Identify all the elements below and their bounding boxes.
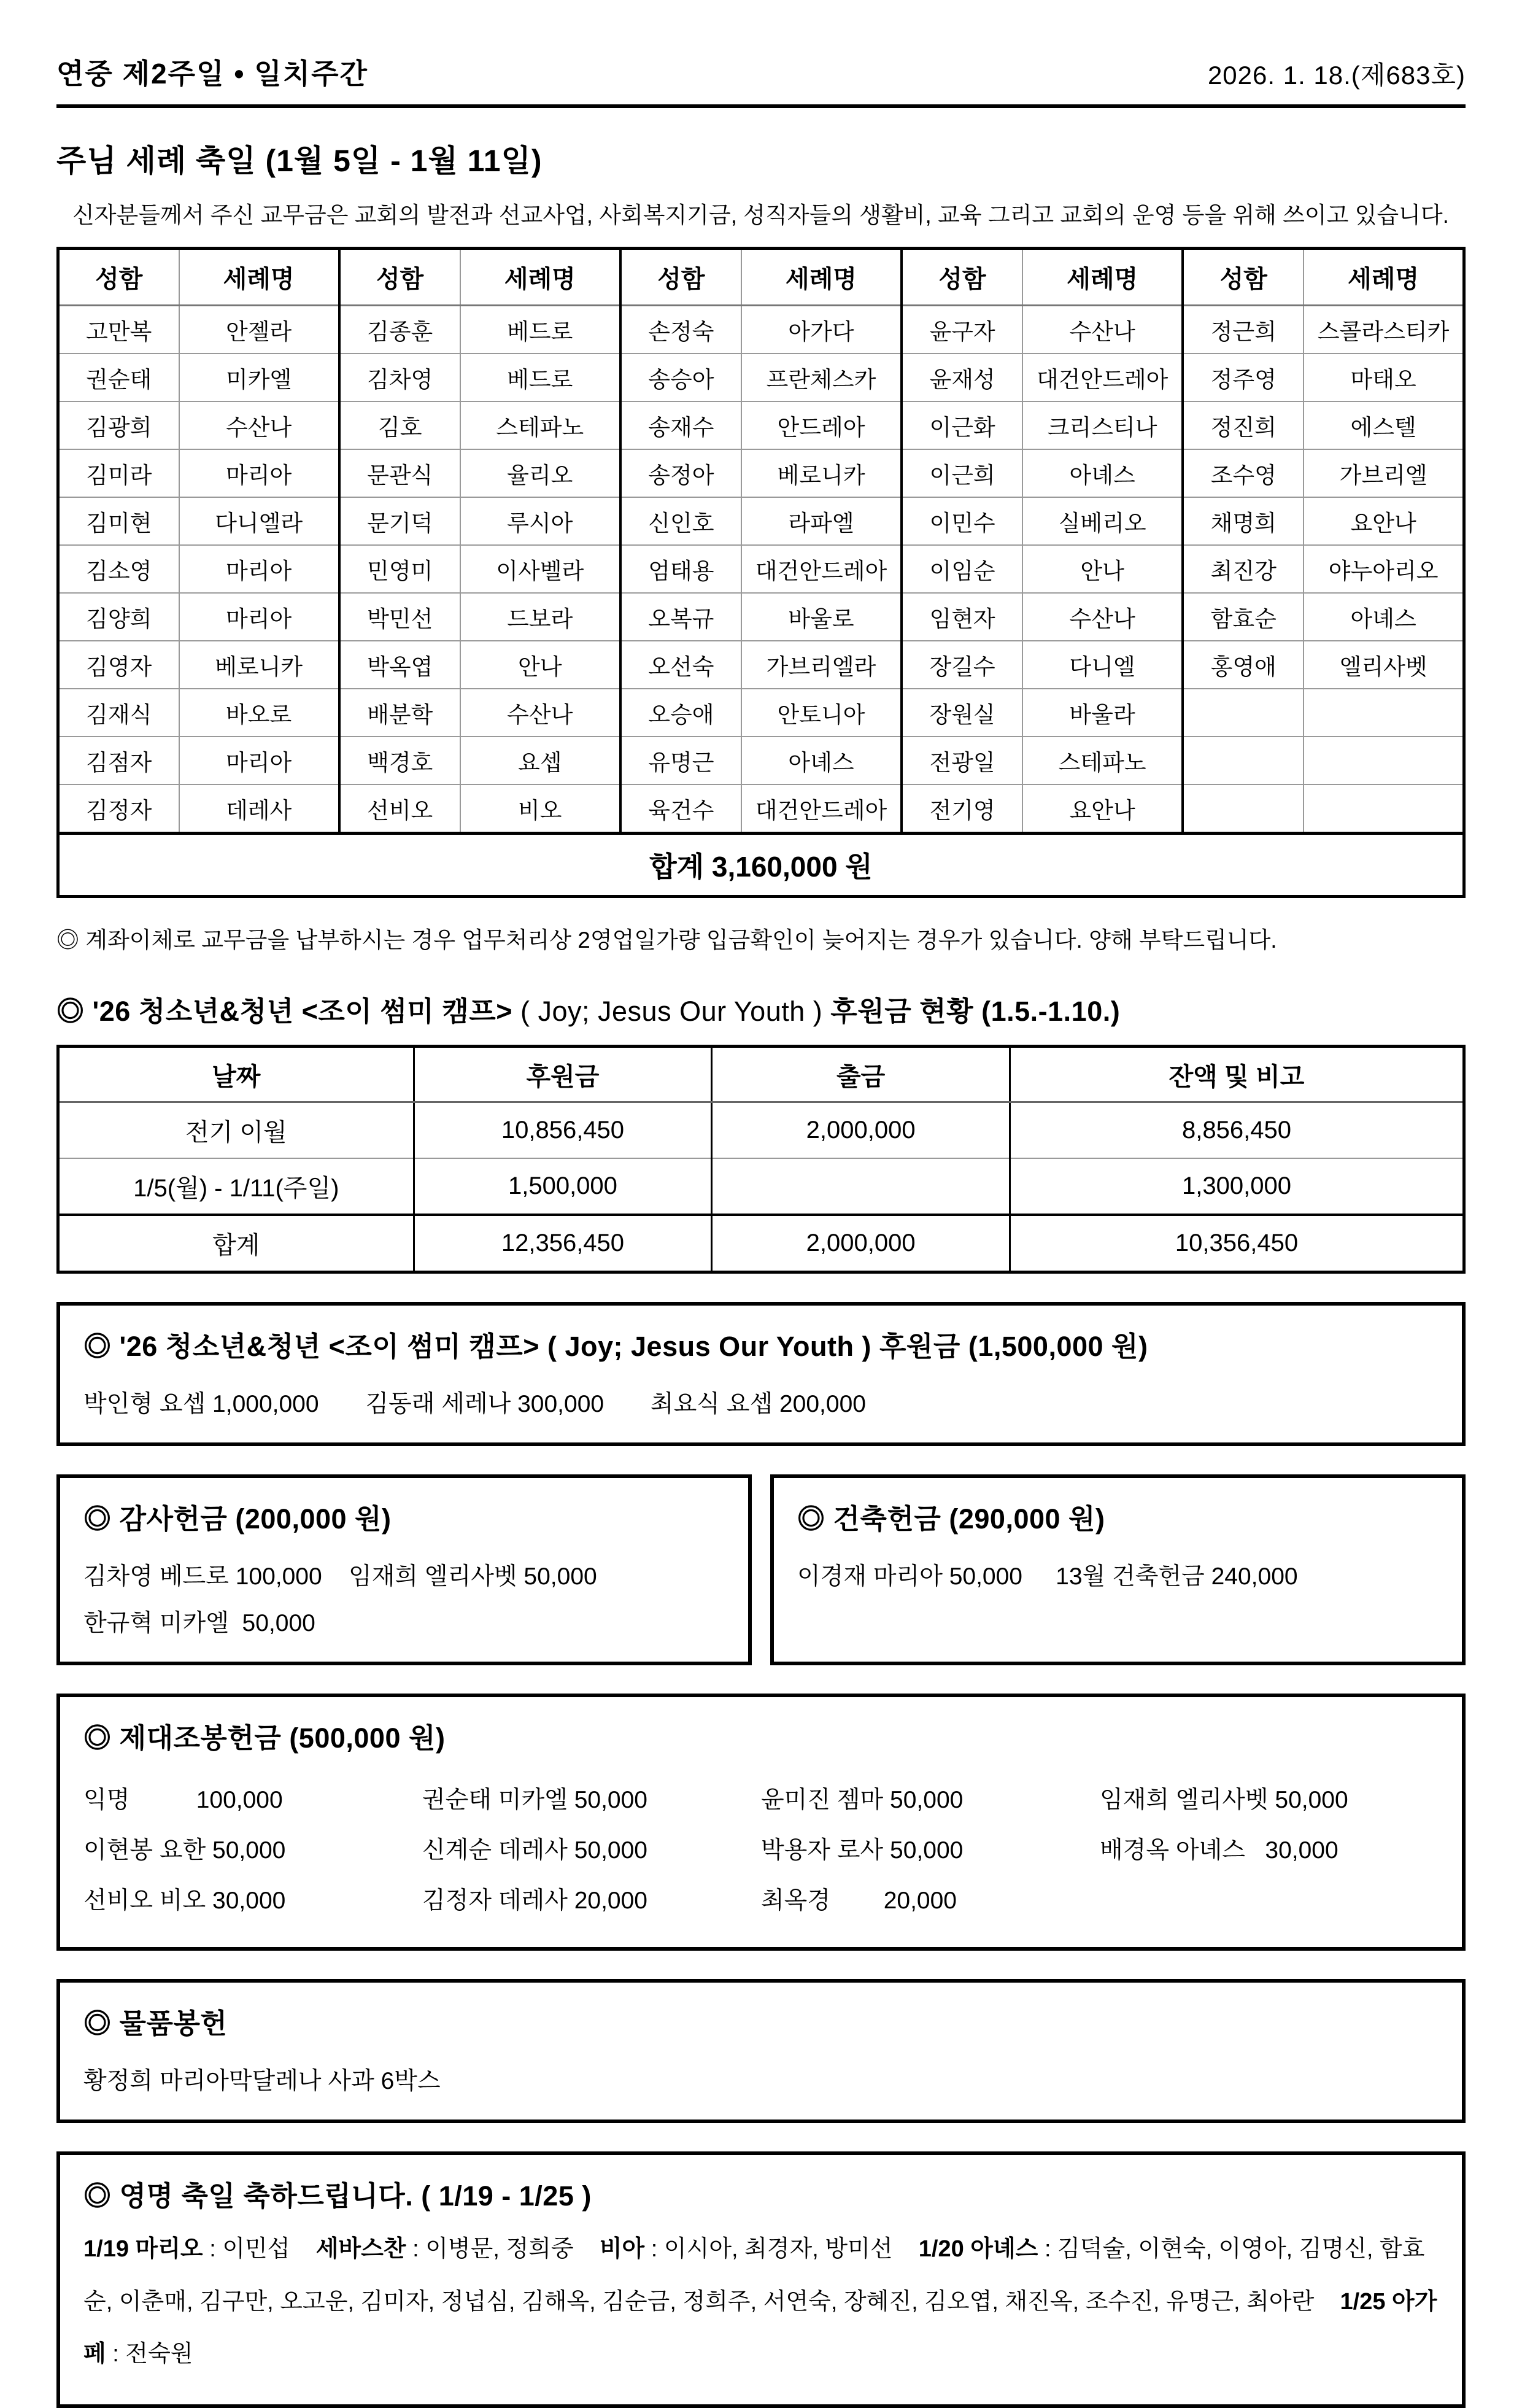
table-cell: 대건안드레아	[1022, 354, 1183, 401]
column-header-baptismal: 세례명	[741, 249, 902, 306]
table-cell: 수산나	[179, 401, 339, 449]
table-cell: 수산나	[460, 689, 620, 737]
table-cell: 대건안드레아	[741, 784, 902, 834]
goods-offering-box	[56, 1979, 1466, 2123]
table-cell: 전광일	[902, 737, 1022, 784]
table-cell: 미카엘	[179, 354, 339, 401]
table-cell: 윤미진 젬마 50,000	[761, 1787, 964, 1813]
table-cell: 루시아	[460, 497, 620, 545]
text-segment: : 전숙원	[106, 2341, 193, 2367]
table-cell: 권순태	[58, 354, 179, 401]
table-cell: 12,356,450	[414, 1215, 712, 1272]
table-cell: 마리아	[179, 545, 339, 593]
table-cell: 유명근	[620, 737, 741, 784]
table-cell: 선비오	[339, 784, 460, 834]
table-cell: 박옥엽	[339, 641, 460, 689]
table-cell: 수산나	[1022, 593, 1183, 641]
offering-intro-text: 신자분들께서 주신 교무금은 교회의 발전과 선교사업, 사회복지기금, 성직자들의 생활비, 교육 그리고 교회의 운영 등을 위해 쓰이고 있습니다.	[72, 203, 1449, 228]
table-cell: 마리아	[179, 737, 339, 784]
table-cell: 안토니아	[741, 689, 902, 737]
table-cell: 최옥경 20,000	[761, 1887, 957, 1914]
header-divider	[56, 104, 1466, 108]
table-cell: 아녜스	[741, 737, 902, 784]
text-segment: ◎ '26 청소년&청년 <조이 썸미 캠프>	[56, 996, 512, 1027]
table-cell: 임현자	[902, 593, 1022, 641]
table-cell: 다니엘라	[179, 497, 339, 545]
table-cell: 아녜스	[1304, 593, 1464, 641]
text-segment: ( Joy; Jesus Our Youth )	[512, 996, 831, 1027]
feast-day-box	[56, 2151, 1466, 2408]
table-cell: 김정자 데레사 20,000	[422, 1887, 648, 1914]
table-row	[58, 1102, 1464, 1159]
altar-offering-grid	[83, 1773, 1439, 1924]
table-cell: 김호	[339, 401, 460, 449]
table-row	[58, 449, 1464, 497]
table-cell: 가브리엘	[1304, 449, 1464, 497]
table-cell: 안나	[460, 641, 620, 689]
table-cell: 박용자 로사 50,000	[761, 1837, 964, 1864]
table-header-row	[58, 249, 1464, 306]
table-cell: 김종훈	[339, 306, 460, 354]
table-cell: 안드레아	[741, 401, 902, 449]
table-cell: 가브리엘라	[741, 641, 902, 689]
column-header-baptismal: 세례명	[1304, 249, 1464, 306]
thanks-offering-line: 한규혁 미카엘 50,000	[83, 1610, 315, 1636]
text-segment: 1/19 마리오	[83, 2236, 203, 2262]
column-header-name: 성함	[58, 249, 179, 306]
table-cell	[1183, 784, 1304, 834]
text-segment: : 이시아, 최경자, 방미선	[644, 2236, 919, 2262]
table-cell: 김광희	[58, 401, 179, 449]
table-cell: 율리오	[460, 449, 620, 497]
table-cell: 김재식	[58, 689, 179, 737]
offering-box-row	[56, 1474, 1466, 1665]
table-cell: 문기덕	[339, 497, 460, 545]
feast-day-names	[83, 2223, 1439, 2381]
table-cell: 안나	[1022, 545, 1183, 593]
table-cell: 정진희	[1183, 401, 1304, 449]
table-cell: 스콜라스티카	[1304, 306, 1464, 354]
table-cell: 이현봉 요한 50,000	[83, 1837, 286, 1864]
table-cell: 함효순	[1183, 593, 1304, 641]
table-cell: 오선숙	[620, 641, 741, 689]
table-cell	[1100, 1873, 1439, 1924]
table-cell: 윤재성	[902, 354, 1022, 401]
table-cell: 조수영	[1183, 449, 1304, 497]
table-cell: 김소영	[58, 545, 179, 593]
table-cell: 정근희	[1183, 306, 1304, 354]
column-header-name: 성함	[902, 249, 1022, 306]
table-cell: 요안나	[1022, 784, 1183, 834]
table-cell: 이근화	[902, 401, 1022, 449]
table-row	[83, 1823, 1439, 1873]
baptism-section-title: 주님 세례 축일 (1월 5일 - 1월 11일)	[56, 144, 543, 178]
table-cell: 고만복	[86, 319, 152, 344]
table-cell: 마리아	[179, 449, 339, 497]
altar-grid-body	[83, 1773, 1439, 1924]
table-cell: 배분학	[339, 689, 460, 737]
camp-donation-title	[83, 1324, 1439, 1364]
table-cell: 정주영	[1183, 354, 1304, 401]
text-segment: 1/25 아가페	[83, 2288, 1437, 2367]
table-cell: 오승애	[620, 689, 741, 737]
column-header-date: 날짜	[58, 1047, 414, 1102]
column-header-withdrawal: 출금	[712, 1047, 1010, 1102]
table-cell: 실베리오	[1022, 497, 1183, 545]
table-cell: 민영미	[339, 545, 460, 593]
table-cell: 손정숙	[620, 306, 741, 354]
thanks-offering-box	[56, 1474, 752, 1665]
table-cell: 2,000,000	[712, 1215, 1010, 1272]
table-cell: 장길수	[902, 641, 1022, 689]
table-cell: 김영자	[58, 641, 179, 689]
column-header-balance: 잔액 및 비고	[1010, 1047, 1464, 1102]
table-cell: 합계	[58, 1215, 414, 1272]
table-cell: 신계순 데레사 50,000	[422, 1837, 648, 1864]
table-cell: 10,856,450	[414, 1102, 712, 1159]
altar-offering-title: ◎ 제대조봉헌금 (500,000 원)	[83, 1722, 446, 1754]
table-cell: 윤구자	[902, 306, 1022, 354]
table-cell: 베드로	[460, 354, 620, 401]
table-cell: 에스텔	[1304, 401, 1464, 449]
building-offering-box	[770, 1474, 1466, 1665]
column-header-donation: 후원금	[414, 1047, 712, 1102]
table-cell: 베드로	[460, 306, 620, 354]
table-cell	[712, 1158, 1010, 1215]
camp-donation-line: 박인형 요셉 1,000,000 김동래 세레나 300,000 최요식 요셉 200,000	[83, 1391, 866, 1417]
table-cell: 문관식	[339, 449, 460, 497]
page-header	[56, 52, 1466, 92]
table-cell: 베로니카	[179, 641, 339, 689]
table-cell	[1304, 784, 1464, 834]
table-row	[58, 306, 1464, 354]
table-cell	[1304, 689, 1464, 737]
table-cell: 바오로	[179, 689, 339, 737]
table-cell: 아가다	[741, 306, 902, 354]
goods-offering-line: 황정희 마리아막달레나 사과 6박스	[83, 2068, 441, 2094]
table-cell: 이임순	[902, 545, 1022, 593]
column-header-baptismal: 세례명	[460, 249, 620, 306]
table-cell: 백경호	[339, 737, 460, 784]
table-cell: 김미라	[58, 449, 179, 497]
table-row	[58, 641, 1464, 689]
table-cell: 다니엘	[1022, 641, 1183, 689]
table-cell: 스테파노	[1022, 737, 1183, 784]
table-cell: 안젤라	[179, 306, 339, 354]
table-row	[58, 737, 1464, 784]
table-cell: 신인호	[620, 497, 741, 545]
table-cell: 마태오	[1304, 354, 1464, 401]
table-cell: 8,856,450	[1010, 1102, 1464, 1159]
table-cell: 1,500,000	[414, 1158, 712, 1215]
table-header-row	[58, 1047, 1464, 1102]
text-segment: 비아	[599, 2236, 645, 2262]
table-cell: 데레사	[179, 784, 339, 834]
column-header-name: 성함	[339, 249, 460, 306]
table-row	[58, 1158, 1464, 1215]
table-row	[83, 1873, 1439, 1924]
thanks-offering-line: 김차영 베드로 100,000 임재희 엘리사벳 50,000	[83, 1563, 597, 1590]
table-total: 합계 3,160,000 원	[58, 834, 1464, 897]
table-cell: 장원실	[902, 689, 1022, 737]
table-cell: 송승아	[620, 354, 741, 401]
table-cell: 프란체스카	[741, 354, 902, 401]
table-cell: 2,000,000	[712, 1102, 1010, 1159]
table-row	[83, 1773, 1439, 1823]
table-cell: 권순태 미카엘 50,000	[422, 1787, 648, 1813]
table-cell: 임재희 엘리사벳 50,000	[1100, 1787, 1348, 1813]
table-cell: 이민수	[902, 497, 1022, 545]
altar-offering-box	[56, 1694, 1466, 1951]
table-cell	[1183, 689, 1304, 737]
table-cell: 김차영	[339, 354, 460, 401]
table-cell: 바울로	[741, 593, 902, 641]
table-cell: 수산나	[1022, 306, 1183, 354]
table-cell: 최진강	[1183, 545, 1304, 593]
table-cell	[1183, 737, 1304, 784]
text-segment: 1/20 아녜스	[918, 2236, 1038, 2262]
table-total-row	[58, 834, 1464, 897]
table-row	[58, 593, 1464, 641]
table-cell: 아녜스	[1022, 449, 1183, 497]
camp-fund-table	[56, 1045, 1466, 1274]
text-segment: 세바스찬	[315, 2236, 406, 2262]
table-row	[58, 497, 1464, 545]
table-cell: 바울라	[1022, 689, 1183, 737]
table-cell: 야누아리오	[1304, 545, 1464, 593]
thanks-offering-title: ◎ 감사헌금 (200,000 원)	[83, 1503, 392, 1535]
table-cell: 10,356,450	[1010, 1215, 1464, 1272]
table-row	[58, 354, 1464, 401]
column-header-name: 성함	[1183, 249, 1304, 306]
table-cell: 요안나	[1304, 497, 1464, 545]
table-cell: 라파엘	[741, 497, 902, 545]
issue-date: 2026. 1. 18.(제683호)	[1207, 61, 1466, 90]
text-segment: : 김덕술, 이현숙, 이영아, 김명신, 함효순, 이춘매, 김구만, 오고운, 김미자, 정넙심, 김해옥, 김순금, 정희주, 서연숙, 장혜진, 김오엽, 채진옥, 조수진, 유명근, 최아란	[83, 2236, 1425, 2315]
table-cell: 채명희	[1183, 497, 1304, 545]
table-cell: 크리스티나	[1022, 401, 1183, 449]
building-offering-line: 이경재 마리아 50,000 13월 건축헌금 240,000	[797, 1563, 1298, 1590]
table-cell: 베로니카	[741, 449, 902, 497]
table-cell: 홍영애	[1183, 641, 1304, 689]
feast-day-title: ◎ 영명 축일 축하드립니다. ( 1/19 - 1/25 )	[83, 2180, 592, 2212]
camp-fund-table-body	[58, 1102, 1464, 1272]
issue-title: 연중 제2주일 • 일치주간	[56, 58, 368, 90]
table-row	[58, 545, 1464, 593]
table-cell: 드보라	[460, 593, 620, 641]
table-cell: 1,300,000	[1010, 1158, 1464, 1215]
table-cell: 육건수	[620, 784, 741, 834]
table-row	[58, 689, 1464, 737]
table-row	[58, 401, 1464, 449]
camp-fund-section-title	[56, 989, 1466, 1029]
table-cell: 이사벨라	[460, 545, 620, 593]
camp-donation-box	[56, 1302, 1466, 1446]
text-segment: : 이민섭	[203, 2236, 316, 2262]
table-cell: 이근희	[902, 449, 1022, 497]
table-cell: 선비오 비오 30,000	[83, 1887, 286, 1914]
table-row	[58, 1215, 1464, 1272]
table-cell: 전기 이월	[185, 1119, 287, 1146]
text-segment: 후원금 현황 (1.5.-1.10.)	[830, 996, 1121, 1027]
baptism-offering-table	[56, 247, 1466, 898]
table-cell: 박민선	[339, 593, 460, 641]
table-cell	[1304, 737, 1464, 784]
table-cell: 김미현	[58, 497, 179, 545]
bank-transfer-note: ◎ 계좌이체로 교무금을 납부하시는 경우 업무처리상 2영업일가량 입금확인이 늦어지는 경우가 있습니다. 양해 부탁드립니다.	[56, 927, 1277, 953]
table-cell: 익명 100,000	[83, 1787, 283, 1813]
column-header-baptismal: 세례명	[179, 249, 339, 306]
table-cell: 1/5(월) - 1/11(주일)	[58, 1158, 414, 1215]
text-segment: 후원금 (1,500,000 원)	[879, 1331, 1148, 1362]
table-cell: 송정아	[620, 449, 741, 497]
table-cell: 오복규	[620, 593, 741, 641]
table-row	[58, 784, 1464, 834]
table-cell: 엘리사벳	[1304, 641, 1464, 689]
table-cell: 김점자	[58, 737, 179, 784]
text-segment: ◎ '26 청소년&청년 <조이 썸미 캠프>	[83, 1331, 539, 1362]
goods-offering-title: ◎ 물품봉헌	[83, 2008, 228, 2039]
table-cell: 스테파노	[460, 401, 620, 449]
table-cell: 마리아	[179, 593, 339, 641]
text-segment: ( Joy; Jesus Our Youth )	[539, 1331, 879, 1362]
table-cell: 전기영	[902, 784, 1022, 834]
column-header-baptismal: 세례명	[1022, 249, 1183, 306]
table-cell: 요셉	[460, 737, 620, 784]
table-cell: 엄태용	[620, 545, 741, 593]
table-cell: 대건안드레아	[741, 545, 902, 593]
column-header-name: 성함	[620, 249, 741, 306]
baptism-table-body	[58, 306, 1464, 834]
text-segment: : 이병문, 정희중	[406, 2236, 600, 2262]
table-cell: 김정자	[58, 784, 179, 834]
table-cell: 김양희	[58, 593, 179, 641]
building-offering-title: ◎ 건축헌금 (290,000 원)	[797, 1503, 1105, 1535]
table-cell: 송재수	[620, 401, 741, 449]
table-cell: 배경옥 아녜스 30,000	[1100, 1837, 1339, 1864]
table-cell: 비오	[460, 784, 620, 834]
